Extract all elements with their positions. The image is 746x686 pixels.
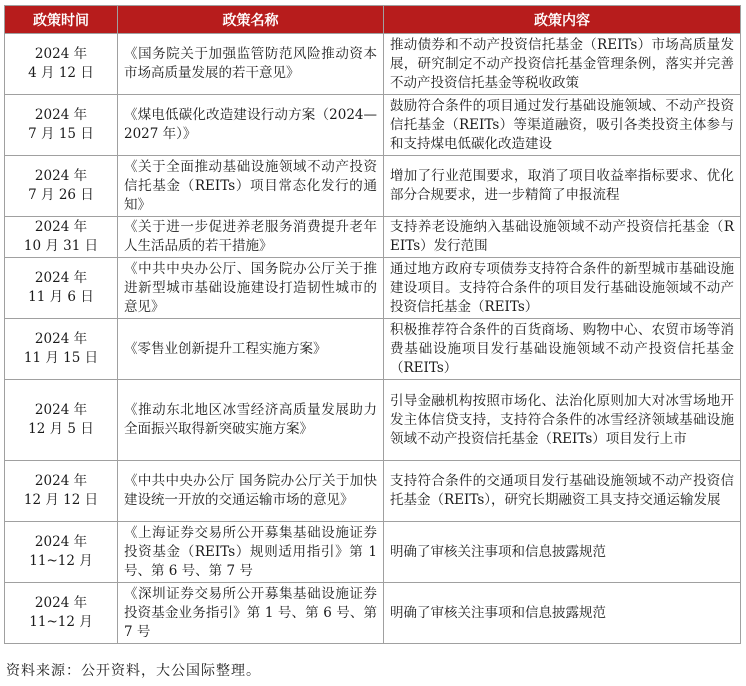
policy-content: 支持养老设施纳入基础设施领域不动产投资信托基金（REITs）发行范围 [384, 217, 741, 258]
policy-date [5, 522, 118, 583]
policy-date [5, 319, 118, 380]
table-header-row [5, 6, 741, 34]
policy-date [5, 258, 118, 319]
table-row [5, 522, 741, 583]
policy-name: 《中共中央办公厅、国务院办公厅关于推进新型城市基础设施建设打造韧性城市的意见》 [118, 258, 384, 319]
policy-date [5, 156, 118, 217]
table-row [5, 461, 741, 522]
policy-name: 《零售业创新提升工程实施方案》 [118, 319, 384, 380]
policy-date [5, 95, 118, 156]
policy-name: 《关于进一步促进养老服务消费提升老年人生活品质的若干措施》 [118, 217, 384, 258]
policy-name: 《中共中央办公厅 国务院办公厅关于加快建设统一开放的交通运输市场的意见》 [118, 461, 384, 522]
policy-date [5, 34, 118, 95]
policy-date-text: 2024 年 7 月 26 日 [28, 168, 94, 203]
table-row [5, 258, 741, 319]
policy-date-text: 2024 年 11~12 月 [29, 534, 93, 569]
policy-name: 《国务院关于加强监管防范风险推动资本市场高质量发展的若干意见》 [118, 34, 384, 95]
policy-name: 《煤电低碳化改造建设行动方案（2024—2027 年）》 [118, 95, 384, 156]
policy-date-text: 2024 年 10 月 31 日 [23, 219, 99, 254]
policy-date [5, 380, 118, 461]
policy-content: 通过地方政府专项债券支持符合条件的新型城市基础设施建设项目。支持符合条件的项目发行基础设施领域不动产投资信托基金（REITs） [384, 258, 741, 319]
policy-date-text: 2024 年 11~12 月 [29, 595, 93, 630]
policy-name: 《深圳证券交易所公开募集基础设施证券投资基金业务指引》第 1 号、第 6 号、第 7 号 [118, 583, 384, 644]
policy-content: 明确了审核关注事项和信息披露规范 [384, 522, 741, 583]
table-row [5, 217, 741, 258]
policy-date [5, 217, 118, 258]
table-row [5, 34, 741, 95]
policy-name: 《关于全面推动基础设施领域不动产投资信托基金（REITs）项目常态化发行的通知》 [118, 156, 384, 217]
policy-date-text: 2024 年 12 月 5 日 [28, 402, 94, 437]
policy-date [5, 461, 118, 522]
policy-content: 增加了行业范围要求，取消了项目收益率指标要求、优化部分合规要求，进一步精简了申报流程 [384, 156, 741, 217]
policy-content: 引导金融机构按照市场化、法治化原则加大对冰雪场地开发主体信贷支持，支持符合条件的冰雪经济领域基础设施领域不动产投资信托基金（REITs）项目发行上市 [384, 380, 741, 461]
policy-name: 《推动东北地区冰雪经济高质量发展助力全面振兴取得新突破实施方案》 [118, 380, 384, 461]
policy-date-text: 2024 年 7 月 15 日 [28, 107, 94, 142]
policy-name: 《上海证券交易所公开募集基础设施证券投资基金（REITs）规则适用指引》第 1 号、第 6 号、第 7 号 [118, 522, 384, 583]
policy-content: 明确了审核关注事项和信息披露规范 [384, 583, 741, 644]
policy-date-text: 2024 年 4 月 12 日 [28, 46, 94, 81]
policy-date [5, 583, 118, 644]
policy-date-text: 2024 年 12 月 12 日 [23, 473, 99, 508]
header-policy-content: 政策内容 [384, 6, 741, 34]
policy-content: 鼓励符合条件的项目通过发行基础设施领域、不动产投资信托基金（REITs）等渠道融资，吸引各类投资主体参与和支持煤电低碳化改造建设 [384, 95, 741, 156]
table-row [5, 156, 741, 217]
policy-date-text: 2024 年 11 月 15 日 [23, 331, 99, 366]
header-policy-time: 政策时间 [5, 6, 118, 34]
policy-content: 支持符合条件的交通项目发行基础设施领域不动产投资信托基金（REITs），研究长期融资工具支持交通运输发展 [384, 461, 741, 522]
header-policy-name: 政策名称 [118, 6, 384, 34]
source-note: 资料来源：公开资料，大公国际整理。 [6, 663, 261, 679]
policy-content: 推动债券和不动产投资信托基金（REITs）市场高质量发展，研究制定不动产投资信托基金管理条例，落实并完善不动产投资信托基金等税收政策 [384, 34, 741, 95]
table-row [5, 380, 741, 461]
table-row [5, 583, 741, 644]
table-row [5, 95, 741, 156]
table-row [5, 319, 741, 380]
policy-content: 积极推荐符合条件的百货商场、购物中心、农贸市场等消费基础设施项目发行基础设施领域不动产投资信托基金（REITs） [384, 319, 741, 380]
policy-date-text: 2024 年 11 月 6 日 [28, 270, 94, 305]
policy-table [4, 5, 741, 644]
